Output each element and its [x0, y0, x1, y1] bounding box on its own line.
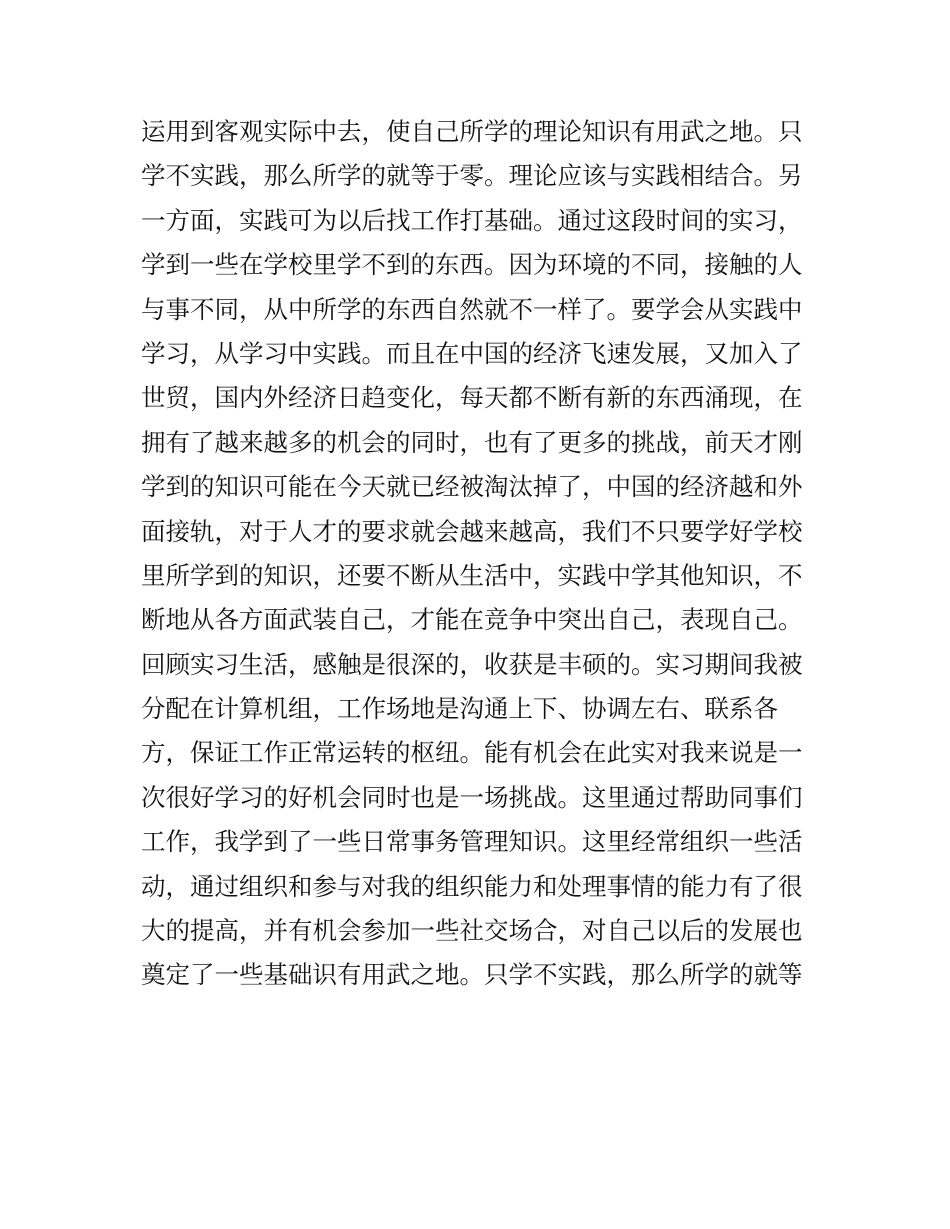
text-line: 运用到客观实际中去，使自己所学的理论知识有用武之地。只	[141, 117, 803, 146]
text-line: 面接轨，对于人才的要求就会越来越高，我们不只要学好学校	[141, 516, 803, 546]
text-line: 拥有了越来越多的机会的同时，也有了更多的挑战，前天才刚	[141, 427, 803, 457]
text-line: 大的提高，并有机会参加一些社交场合，对自己以后的发展也	[141, 916, 803, 946]
text-line: 奠定了一些基础识有用武之地。只学不实践，那么所学的就等	[141, 960, 803, 990]
text-line: 方，保证工作正常运转的枢纽。能有机会在此实对我来说是一	[141, 738, 803, 768]
text-line: 工作，我学到了一些日常事务管理知识。这里经常组织一些活	[141, 827, 803, 857]
text-line: 分配在计算机组，工作场地是沟通上下、协调左右、联系各	[141, 694, 778, 724]
text-line: 学习，从学习中实践。而且在中国的经济飞速发展，又加入了	[141, 338, 803, 368]
text-line: 学不实践，那么所学的就等于零。理论应该与实践相结合。另	[141, 161, 803, 191]
text-line: 一方面，实践可为以后找工作打基础。通过这段时间的实习，	[141, 205, 803, 235]
text-line: 里所学到的知识，还要不断从生活中，实践中学其他知识，不	[141, 560, 803, 590]
text-line: 世贸，国内外经济日趋变化，每天都不断有新的东西涌现，在	[141, 383, 803, 413]
text-line: 学到的知识可能在今天就已经被淘汰掉了，中国的经济越和外	[141, 472, 803, 502]
text-line: 学到一些在学校里学不到的东西。因为环境的不同，接触的人	[141, 250, 803, 280]
text-line: 动，通过组织和参与对我的组织能力和处理事情的能力有了很	[141, 871, 803, 901]
body-text	[141, 110, 821, 998]
text-line: 次很好学习的好机会同时也是一场挑战。这里通过帮助同事们	[141, 782, 803, 812]
text-line: 回顾实习生活，感触是很深的，收获是丰硕的。实习期间我被	[141, 649, 803, 679]
text-line: 断地从各方面武装自己，才能在竞争中突出自己，表现自己。	[141, 605, 803, 635]
text-line: 与事不同，从中所学的东西自然就不一样了。要学会从实践中	[141, 294, 803, 324]
